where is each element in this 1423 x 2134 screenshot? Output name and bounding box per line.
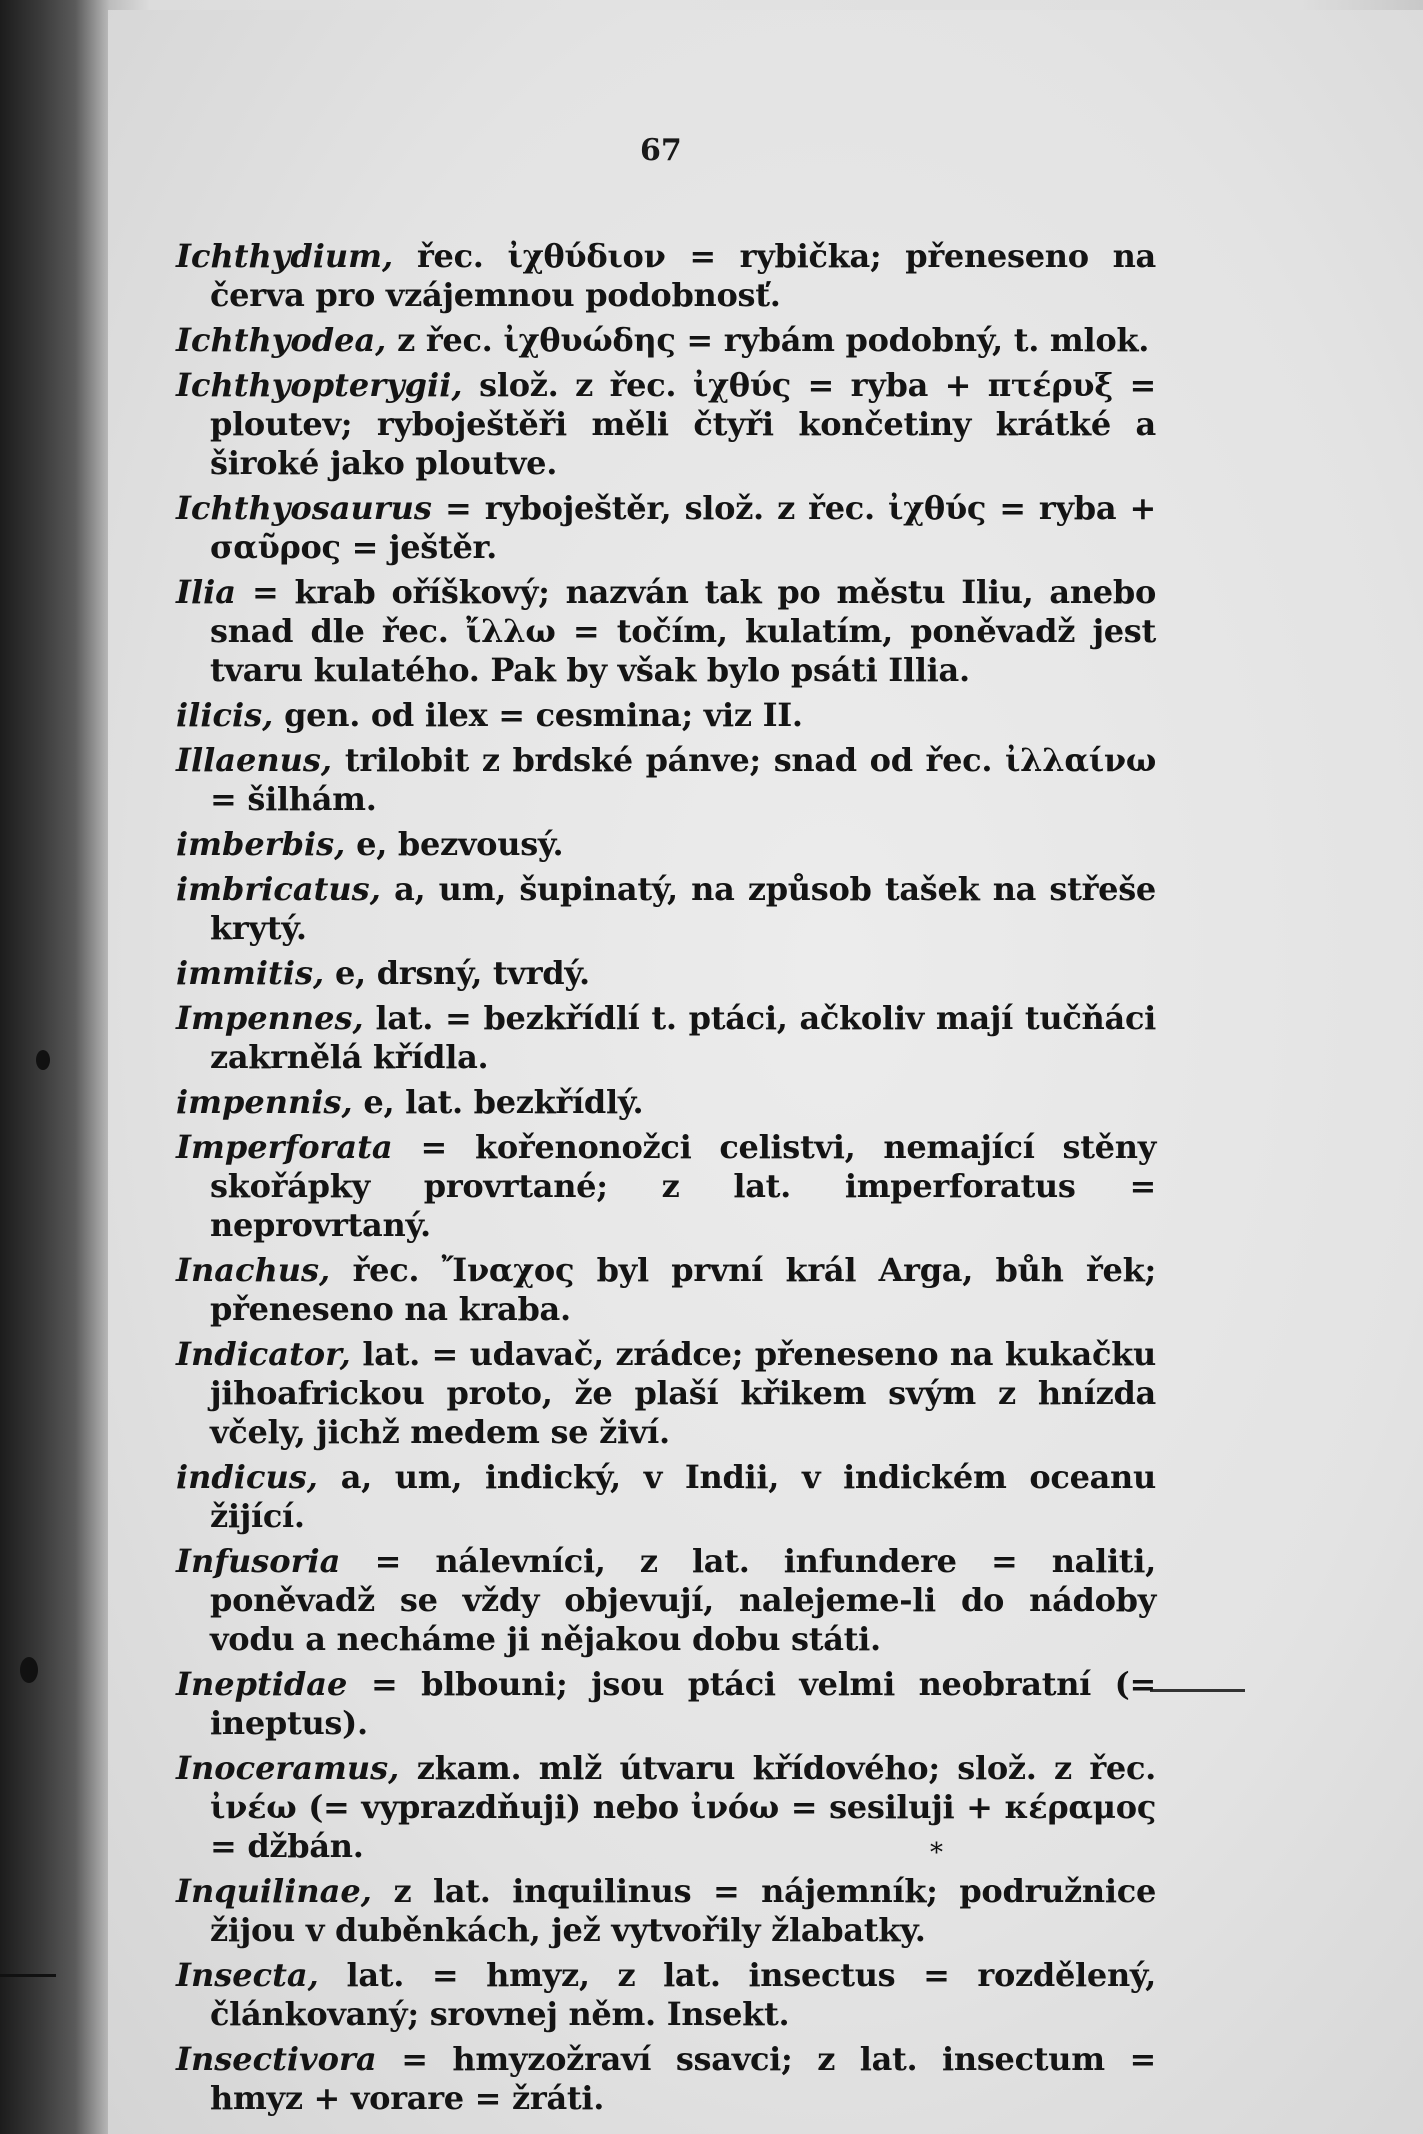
entry-text: gen. od ilex = cesmina; viz II.: [273, 696, 803, 734]
entry-text: e, bezvousý.: [345, 825, 564, 863]
glossary-entry: [176, 999, 1156, 1077]
entry-term: Ichthydium,: [176, 237, 394, 275]
entry-term: indicus,: [176, 1458, 318, 1496]
entry-text: = kořenonožci celistvi, nemající stěny skořápky provrtané; z lat. imperforatus = neprovrtaný.: [210, 1128, 1156, 1244]
glossary-entry: [176, 366, 1156, 483]
entry-term: imberbis,: [176, 825, 346, 863]
entry-text: a, um, indický, v Indii, v indickém oceanu žijící.: [210, 1458, 1156, 1535]
entry-text: slož. z řec. ἰχθύς = ryba + πτέρυξ = ploutev; ryboještěři měli čtyři končetiny krátké a široké jako ploutve.: [210, 366, 1156, 482]
entry-term: Inoceramus,: [176, 1749, 400, 1787]
glossary-entry: [176, 1872, 1156, 1950]
entry-term: imbricatus,: [176, 870, 381, 908]
entry-text: lat. = hmyz, z lat. insectus = rozdělený, článkovaný; srovnej něm. Insekt.: [210, 1956, 1156, 2033]
glossary-entry: [176, 825, 1156, 864]
entry-term: ilicis,: [176, 696, 274, 734]
entry-term: Ichthyopterygii,: [176, 366, 463, 404]
entry-term: Ichthyosaurus: [176, 489, 432, 527]
entry-term: Indicator,: [176, 1335, 351, 1373]
entry-term: Impennes,: [176, 999, 364, 1037]
entry-term: Infusoria: [176, 1542, 341, 1580]
entry-text: = ryboještěr, slož. z řec. ἰχθύς = ryba + σαῦρος = ještěr.: [210, 489, 1156, 566]
glossary-entry: [176, 1128, 1156, 1245]
glossary-entry: [176, 1956, 1156, 2034]
entry-term: Ineptidae: [176, 1665, 348, 1703]
asterisk-mark: *: [930, 1838, 943, 1868]
entry-term: Insectivora: [176, 2040, 377, 2078]
entry-text: a, um, šupinatý, na způsob tašek na střeše krytý.: [210, 870, 1156, 947]
entry-text: lat. = udavač, zrádce; přeneseno na kukačku jihoafrickou proto, že plaší křikem svým z hnízda včely, jichž medem se živí.: [210, 1335, 1156, 1451]
glossary-entry: [176, 741, 1156, 819]
entry-text: e, lat. bezkřídlý.: [352, 1083, 644, 1121]
entry-text: řec. Ἴναχος byl první král Arga, bůh řek; přeneseno na kraba.: [210, 1251, 1156, 1328]
glossary-entry: [176, 321, 1156, 360]
entry-term: Imperforata: [176, 1128, 393, 1166]
ink-blot: [20, 1657, 38, 1683]
entry-term: Ilia: [176, 573, 237, 611]
glossary-entry: [176, 870, 1156, 948]
glossary-entry: [176, 489, 1156, 567]
margin-dash: [1150, 1689, 1245, 1692]
glossary-entry: [176, 1251, 1156, 1329]
entry-text: = hmyzožraví ssavci; z lat. insectum = hmyz + vorare = žráti.: [210, 2040, 1156, 2117]
entry-text: = blbouni; jsou ptáci velmi neobratní (= ineptus).: [210, 1665, 1156, 1742]
entry-text: = krab oříškový; nazván tak po městu Iliu, anebo snad dle řec. ἴλλω = točím, kulatím, poněvadž jest tvaru kulatého. Pak by však bylo psáti Illia.: [210, 573, 1156, 689]
entry-term: immitis,: [176, 954, 325, 992]
glossary-entry: [176, 696, 1156, 735]
entry-term: Insecta,: [176, 1956, 319, 1994]
entry-text: řec. ἰχθύδιον = rybička; přeneseno na červa pro vzájemnou podobnosť.: [210, 237, 1156, 314]
page-number: 67: [640, 133, 682, 168]
entry-text: lat. = bezkřídlí t. ptáci, ačkoliv mají tučňáci zakrnělá křídla.: [210, 999, 1156, 1076]
margin-mark: [0, 1974, 56, 1977]
entry-text: z lat. inquilinus = nájemník; podružnice žijou v duběnkách, jež vytvořily žlabatky.: [210, 1872, 1156, 1949]
entry-text: = nálevníci, z lat. infundere = naliti, poněvadž se vždy objevují, nalejeme-li do nádoby vodu a necháme ji nějakou dobu státi.: [210, 1542, 1156, 1658]
glossary-entry: [176, 1458, 1156, 1536]
glossary-entry: [176, 237, 1156, 315]
glossary-entry: [176, 573, 1156, 690]
entry-text: trilobit z brdské pánve; snad od řec. ἰλλαίνω = šilhám.: [210, 741, 1156, 818]
entry-term: Illaenus,: [176, 741, 333, 779]
entry-term: impennis,: [176, 1083, 353, 1121]
entry-text: z řec. ἰχθυώδης = rybám podobný, t. mlok.: [386, 321, 1150, 359]
entry-term: Inachus,: [176, 1251, 331, 1289]
glossary-entries: [176, 237, 1156, 2124]
glossary-entry: [176, 1083, 1156, 1122]
glossary-entry: [176, 1335, 1156, 1452]
glossary-entry: [176, 1542, 1156, 1659]
entry-text: zkam. mlž útvaru křídového; slož. z řec. ἰνέω (= vyprazdňuji) nebo ἰνόω = sesiluji + κέραμος = džbán.: [210, 1749, 1156, 1865]
entry-term: Ichthyodea,: [176, 321, 387, 359]
glossary-entry: [176, 1749, 1156, 1866]
entry-term: Inquilinae,: [176, 1872, 372, 1910]
ink-blot: [36, 1050, 50, 1070]
entry-text: e, drsný, tvrdý.: [324, 954, 590, 992]
glossary-entry: [176, 954, 1156, 993]
glossary-entry: [176, 1665, 1156, 1743]
glossary-entry: [176, 2040, 1156, 2118]
